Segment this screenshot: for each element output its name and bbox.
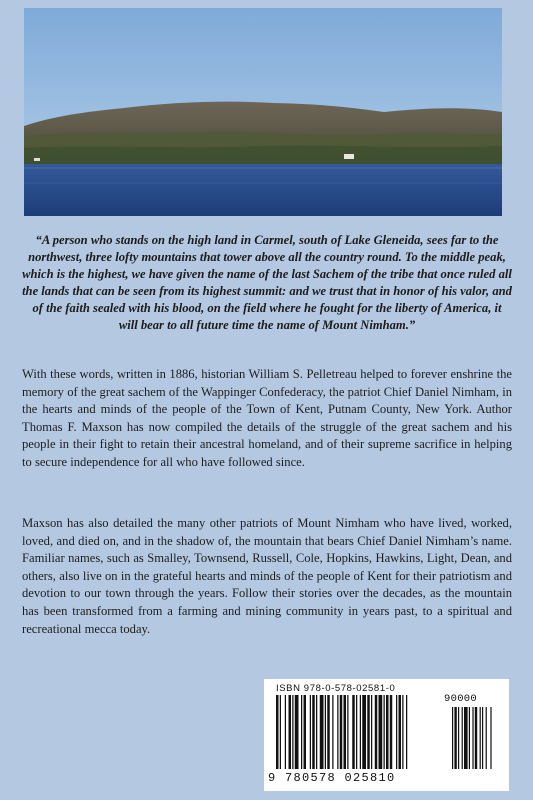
ean-digits: 9 780578 025810 bbox=[268, 771, 396, 785]
cover-photo-mountain-lake bbox=[24, 8, 502, 216]
price-code: 90000 bbox=[444, 693, 478, 705]
nimham-quote: “A person who stands on the high land in Carmel, south of Lake Gleneida, sees far to the northwest, three lofty mountains that tower above all the country round. To the middle peak, which is the highest, we have given the name of the last Sachem of the tribe that once ruled all the lands that can be seen from its highest summit: and we trust that in honor of his valor, and of the faith sealed with his blood, on the field where he fought for the liberty of America, it will bear to all future time the name of Mount Nimham.” bbox=[22, 233, 512, 332]
barcode-bars-icon bbox=[276, 695, 498, 771]
mountain-lake-image bbox=[24, 8, 502, 216]
isbn-barcode bbox=[264, 679, 509, 791]
isbn-label: ISBN 978-0-578-02581-0 bbox=[276, 683, 396, 694]
description-paragraph-1: With these words, written in 1886, historian William S. Pelletreau helped to forever enshrine the memory of the great sachem of the Wappinger Confederacy, the patriot Chief Daniel Nimham, in the hearts and minds of the people of the Town of Kent, Putnam County, New York. Author Thomas F. Maxson has now compiled the details of the struggle of the great sachem and his people in their fight to retain their ancestral homeland, and of their supreme sacrifice in helping to secure independence for all who have followed since. bbox=[22, 367, 512, 469]
description-paragraph-2: Maxson has also detailed the many other patriots of Mount Nimham who have lived, worked, loved, and died on, and in the shadow of, the mountain that bears Chief Daniel Nimham’s name. Familiar names, such as Smalley, Townsend, Russell, Cole, Hopkins, Hawkins, Light, Dean, and others, also live on in the grateful hearts and minds of the people of Kent for their patriotism and devotion to our town through the years. Follow their stories over the decades, as the mountain has been transformed from a farming and mining community in years past, to a spiritual and recreational mecca today. bbox=[22, 516, 512, 636]
